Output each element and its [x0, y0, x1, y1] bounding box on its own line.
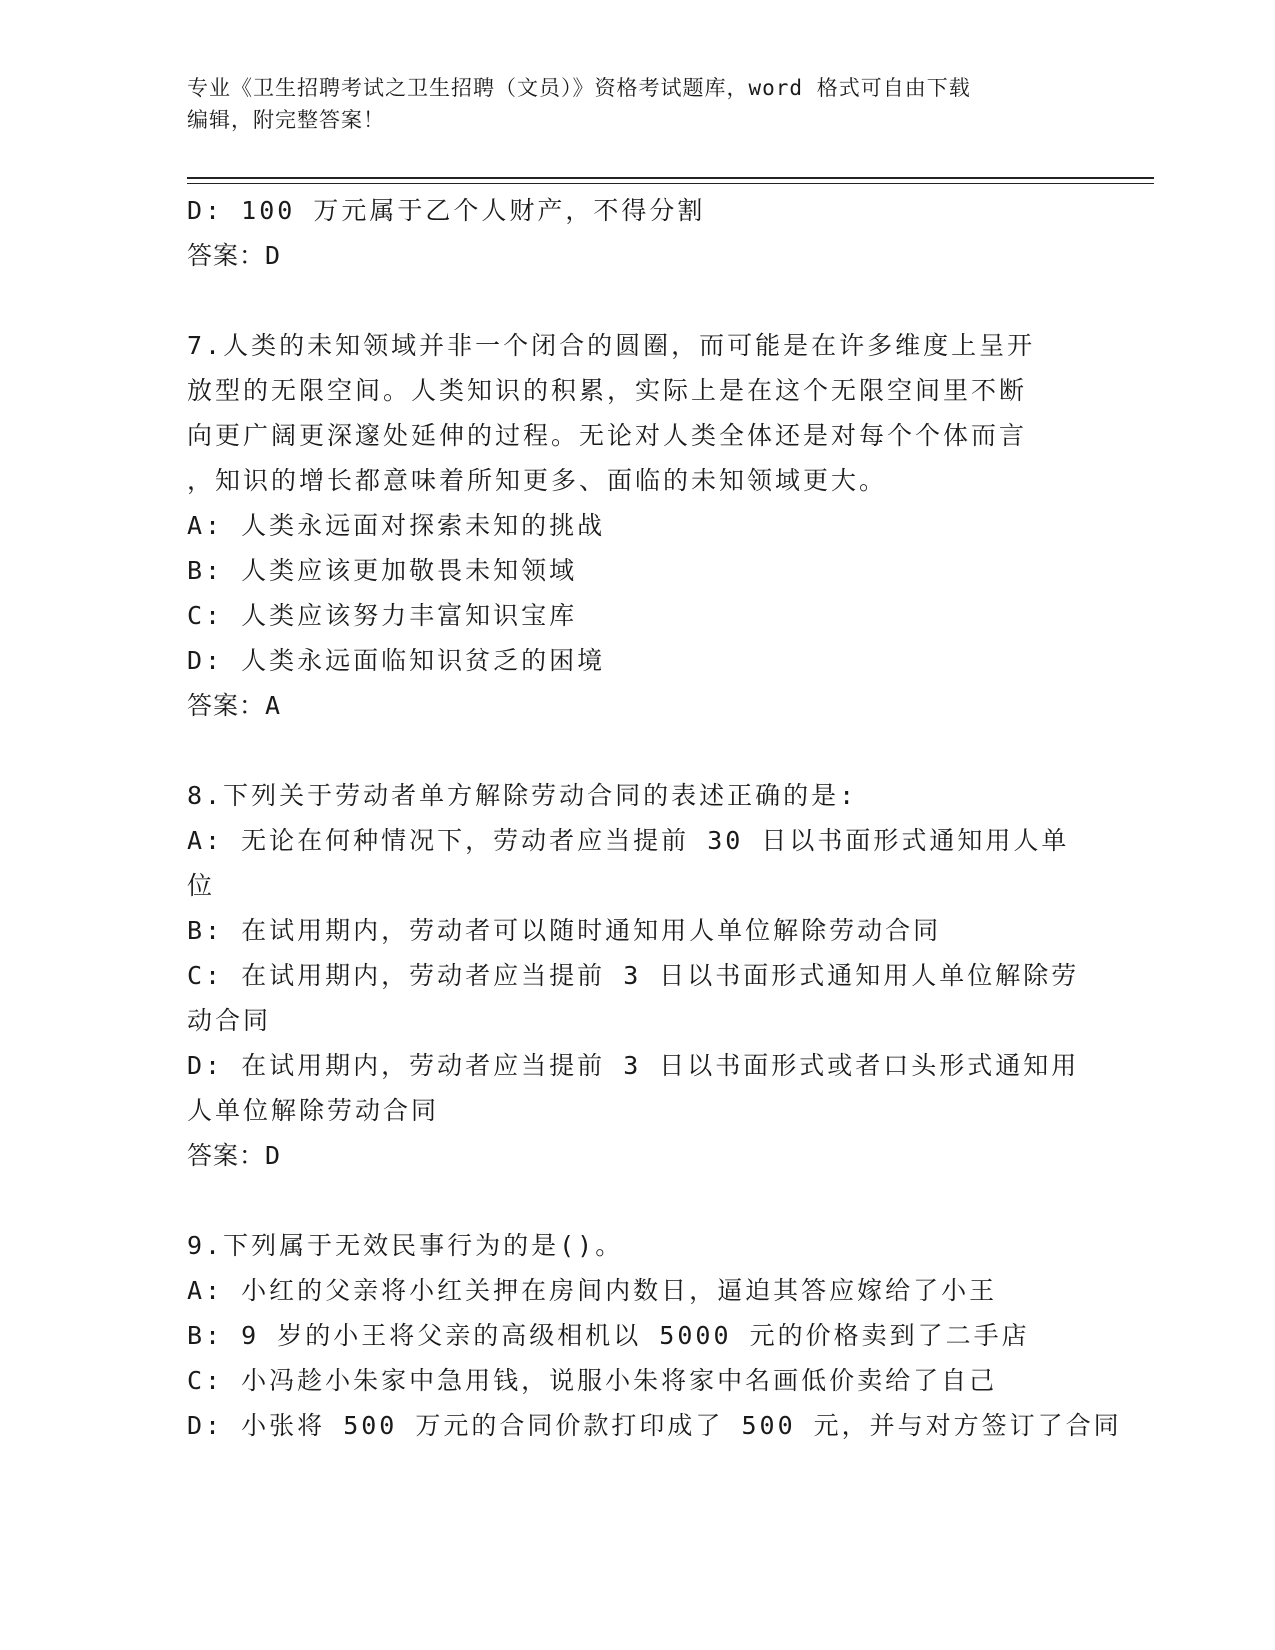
spacer — [187, 728, 1087, 773]
spacer — [187, 1178, 1087, 1223]
answer: 答案：D — [187, 1141, 282, 1170]
question-stem-line: 向更广阔更深邃处延伸的过程。无论对人类全体还是对每个个体而言 — [187, 421, 1028, 450]
question-stem-line: 放型的无限空间。人类知识的积累，实际上是在这个无限空间里不断 — [187, 376, 1028, 405]
question-8 — [187, 773, 1087, 1178]
document-body — [187, 188, 1122, 1448]
option-c: C: 在试用期内，劳动者应当提前 3 日以书面形式通知用人单位解除劳 — [187, 961, 1080, 990]
question-stem-line: ，知识的增长都意味着所知更多、面临的未知领域更大。 — [187, 466, 888, 495]
option-d: D: 人类永远面临知识贫乏的困境 — [187, 646, 606, 675]
header-line-1: 专业《卫生招聘考试之卫生招聘（文员）》资格考试题库，word 格式可自由下载 — [187, 76, 971, 100]
option-d: D: 在试用期内，劳动者应当提前 3 日以书面形式或者口头形式通知用 — [187, 1051, 1080, 1080]
option-d: D: 100 万元属于乙个人财产，不得分割 — [187, 196, 706, 225]
option-d-continued: 人单位解除劳动合同 — [187, 1096, 440, 1125]
question-stem: 8.下列关于劳动者单方解除劳动合同的表述正确的是: — [187, 781, 858, 810]
spacer — [187, 278, 1087, 323]
header-line-2: 编辑，附完整答案！ — [187, 108, 385, 132]
answer: 答案：D — [187, 241, 282, 270]
question-stem-line: 7.人类的未知领域并非一个闭合的圆圈，而可能是在许多维度上呈开 — [187, 331, 1036, 360]
option-b: B: 9 岁的小王将父亲的高级相机以 5000 元的价格卖到了二手店 — [187, 1321, 1030, 1350]
option-a: A: 小红的父亲将小红关押在房间内数日，逼迫其答应嫁给了小王 — [187, 1276, 998, 1305]
option-c: C: 小冯趁小朱家中急用钱，说服小朱将家中名画低价卖给了自己 — [187, 1366, 998, 1395]
question-7 — [187, 323, 1087, 728]
answer: 答案：A — [187, 691, 282, 720]
option-a-continued: 位 — [187, 871, 216, 900]
option-c-continued: 动合同 — [187, 1006, 272, 1035]
option-a: A: 无论在何种情况下，劳动者应当提前 30 日以书面形式通知用人单 — [187, 826, 1070, 855]
header-rule-thick — [187, 177, 1154, 179]
question-9 — [187, 1223, 1122, 1448]
question-6-tail — [187, 188, 1087, 278]
option-b: B: 人类应该更加敬畏未知领域 — [187, 556, 578, 585]
question-stem: 9.下列属于无效民事行为的是()。 — [187, 1231, 624, 1260]
document-header — [187, 72, 1067, 136]
option-a: A: 人类永远面对探索未知的挑战 — [187, 511, 606, 540]
option-d: D: 小张将 500 万元的合同价款打印成了 500 元，并与对方签订了合同 — [187, 1411, 1122, 1440]
option-b: B: 在试用期内，劳动者可以随时通知用人单位解除劳动合同 — [187, 916, 942, 945]
option-c: C: 人类应该努力丰富知识宝库 — [187, 601, 578, 630]
header-rule-thin — [187, 183, 1154, 184]
